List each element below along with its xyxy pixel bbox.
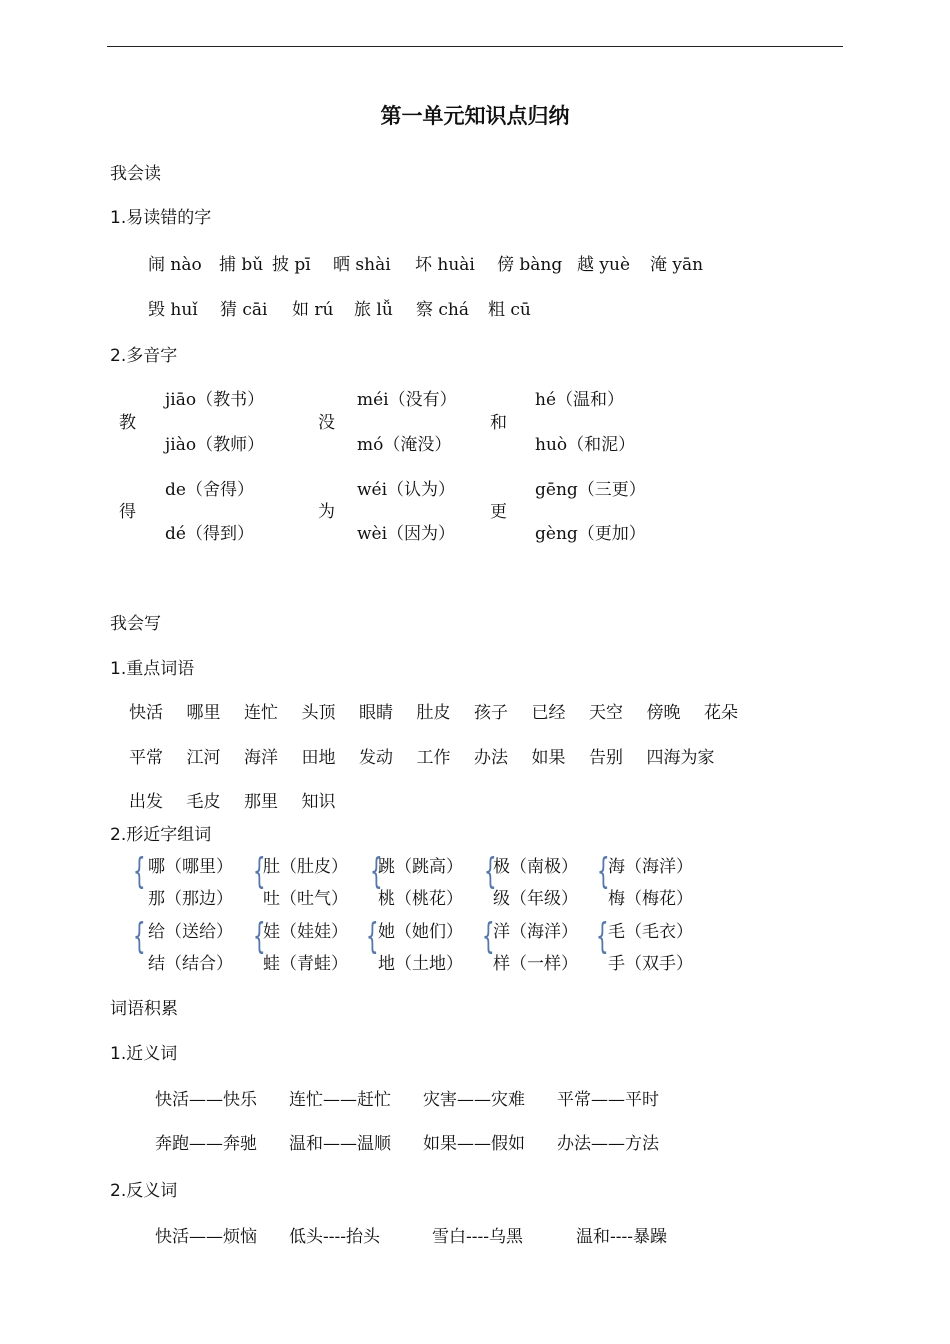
word-item: 发动	[359, 748, 393, 768]
word-item: 孩子	[474, 703, 508, 723]
pinyin-item: 猜 cāi	[220, 300, 268, 320]
pinyin-item: 捕 bǔ	[219, 255, 264, 275]
polyphone-reading: jiāo（教书）	[165, 390, 265, 410]
key-words-row-3	[129, 787, 336, 812]
word-item: 天空	[589, 703, 623, 723]
word-item: 工作	[416, 748, 451, 768]
page-title: 第一单元知识点归纳	[380, 104, 570, 128]
subheading-synonyms: 1.近义词	[110, 1044, 178, 1064]
similar-char-word: 肚（肚皮）	[263, 857, 348, 877]
polyphone-char: 教	[119, 413, 136, 433]
pinyin-item: 粗 cū	[488, 300, 531, 320]
word-item: 江河	[186, 748, 221, 768]
brace-icon: {	[133, 851, 146, 892]
polyphone-reading: de（舍得）	[165, 480, 254, 500]
polyphone-reading: huò（和泥）	[535, 435, 636, 455]
brace-icon: {	[597, 851, 610, 892]
subheading-similar-chars: 2.形近字组词	[110, 825, 212, 845]
similar-char-word: 桃（桃花）	[378, 889, 463, 909]
similar-char-word: 那（那边）	[148, 889, 233, 909]
similar-char-word: 地（土地）	[378, 954, 463, 974]
word-pair: 办法——方法	[557, 1134, 659, 1154]
pinyin-item: 察 chá	[416, 300, 470, 320]
pinyin-item: 越 yuè	[577, 255, 631, 275]
similar-char-word: 洋（海洋）	[493, 922, 578, 942]
word-item: 那里	[244, 792, 278, 812]
section-heading-read: 我会读	[110, 164, 161, 184]
polyphone-char: 为	[318, 502, 335, 522]
brace-icon: {	[484, 851, 497, 892]
polyphone-reading: dé（得到）	[165, 524, 254, 544]
word-item: 傍晚	[646, 703, 681, 723]
polyphone-reading: gèng（更加）	[535, 524, 646, 544]
subheading-easy-wrong: 1.易读错的字	[110, 208, 212, 228]
word-item: 毛皮	[186, 792, 221, 812]
polyphone-reading: hé（温和）	[535, 390, 625, 410]
polyphone-reading: mó（淹没）	[357, 435, 452, 455]
polyphone-char: 更	[490, 502, 507, 522]
similar-char-word: 毛（毛衣）	[608, 922, 693, 942]
polyphone-reading: wéi（认为）	[357, 480, 456, 500]
word-item: 已经	[531, 703, 566, 723]
pinyin-item: 如 rú	[292, 300, 334, 320]
brace-icon: {	[366, 916, 379, 957]
pinyin-item: 晒 shài	[333, 255, 391, 275]
section-heading-write: 我会写	[110, 614, 161, 634]
similar-char-word: 蛙（青蛙）	[263, 954, 348, 974]
brace-icon: {	[253, 916, 266, 957]
word-item: 出发	[129, 792, 163, 812]
word-pair: 连忙——赶忙	[289, 1090, 391, 1110]
pinyin-item: 毁 huǐ	[148, 300, 198, 320]
polyphone-char: 和	[490, 413, 507, 433]
word-item: 四海为家	[646, 748, 715, 768]
word-pair: 温和----暴躁	[576, 1227, 667, 1247]
pinyin-item: 坏 huài	[415, 255, 475, 275]
brace-icon: {	[482, 916, 495, 957]
similar-char-word: 给（送给）	[148, 922, 233, 942]
similar-char-word: 哪（哪里）	[148, 857, 233, 877]
similar-char-word: 极（南极）	[493, 857, 578, 877]
brace-icon: {	[253, 851, 266, 892]
similar-char-word: 吐（吐气）	[263, 889, 348, 909]
pinyin-item: 披 pī	[272, 255, 311, 275]
polyphone-reading: gēng（三更）	[535, 480, 646, 500]
subheading-antonyms: 2.反义词	[110, 1181, 178, 1201]
brace-icon: {	[370, 851, 383, 892]
similar-char-word: 海（海洋）	[608, 857, 693, 877]
word-item: 办法	[474, 748, 508, 768]
synonyms-row-1	[155, 1085, 659, 1110]
easy-wrong-row-2	[148, 295, 531, 320]
word-item: 如果	[531, 748, 566, 768]
pinyin-item: 旅 lǚ	[354, 300, 393, 320]
section-heading-words: 词语积累	[110, 999, 178, 1019]
similar-char-word: 结（结合）	[148, 954, 233, 974]
brace-icon: {	[133, 916, 146, 957]
similar-char-word: 跳（跳高）	[378, 857, 463, 877]
pinyin-item: 闹 nào	[148, 255, 202, 275]
similar-char-word: 梅（梅花）	[608, 889, 693, 909]
subheading-key-words: 1.重点词语	[110, 659, 195, 679]
word-pair: 低头----抬头	[289, 1227, 380, 1247]
word-pair: 雪白----乌黑	[432, 1227, 523, 1247]
word-item: 眼睛	[359, 703, 393, 723]
word-item: 肚皮	[416, 703, 451, 723]
similar-char-word: 手（双手）	[608, 954, 693, 974]
word-pair: 如果——假如	[423, 1134, 525, 1154]
word-item: 田地	[301, 748, 336, 768]
antonyms-row-1	[155, 1222, 667, 1247]
word-item: 平常	[129, 748, 163, 768]
polyphone-reading: méi（没有）	[357, 390, 457, 410]
word-item: 头顶	[301, 703, 336, 723]
word-pair: 快活——烦恼	[155, 1227, 257, 1247]
word-pair: 灾害——灾难	[423, 1090, 525, 1110]
polyphone-reading: wèi（因为）	[357, 524, 456, 544]
similar-char-word: 娃（娃娃）	[263, 922, 348, 942]
word-pair: 平常——平时	[557, 1090, 659, 1110]
similar-char-word: 级（年级）	[493, 889, 578, 909]
pinyin-item: 傍 bàng	[497, 255, 563, 275]
header-rule	[107, 46, 843, 47]
polyphone-reading: jiào（教师）	[165, 435, 265, 455]
word-item: 快活	[129, 703, 163, 723]
word-pair: 奔跑——奔驰	[155, 1134, 257, 1154]
key-words-row-2	[129, 743, 715, 768]
word-item: 花朵	[704, 703, 738, 723]
synonyms-row-2	[155, 1129, 659, 1154]
word-pair: 温和——温顺	[289, 1134, 391, 1154]
word-pair: 快活——快乐	[155, 1090, 257, 1110]
word-item: 海洋	[244, 748, 278, 768]
similar-char-word: 她（她们）	[378, 922, 463, 942]
easy-wrong-row-1	[148, 250, 703, 275]
word-item: 连忙	[244, 703, 278, 723]
similar-char-word: 样（一样）	[493, 954, 578, 974]
key-words-row-1	[129, 698, 738, 723]
word-item: 告别	[589, 748, 623, 768]
pinyin-item: 淹 yān	[650, 255, 704, 275]
brace-icon: {	[596, 916, 609, 957]
word-item: 知识	[301, 792, 336, 812]
polyphone-char: 没	[318, 413, 335, 433]
subheading-polyphone: 2.多音字	[110, 346, 178, 366]
polyphone-char: 得	[119, 502, 136, 522]
word-item: 哪里	[186, 703, 221, 723]
